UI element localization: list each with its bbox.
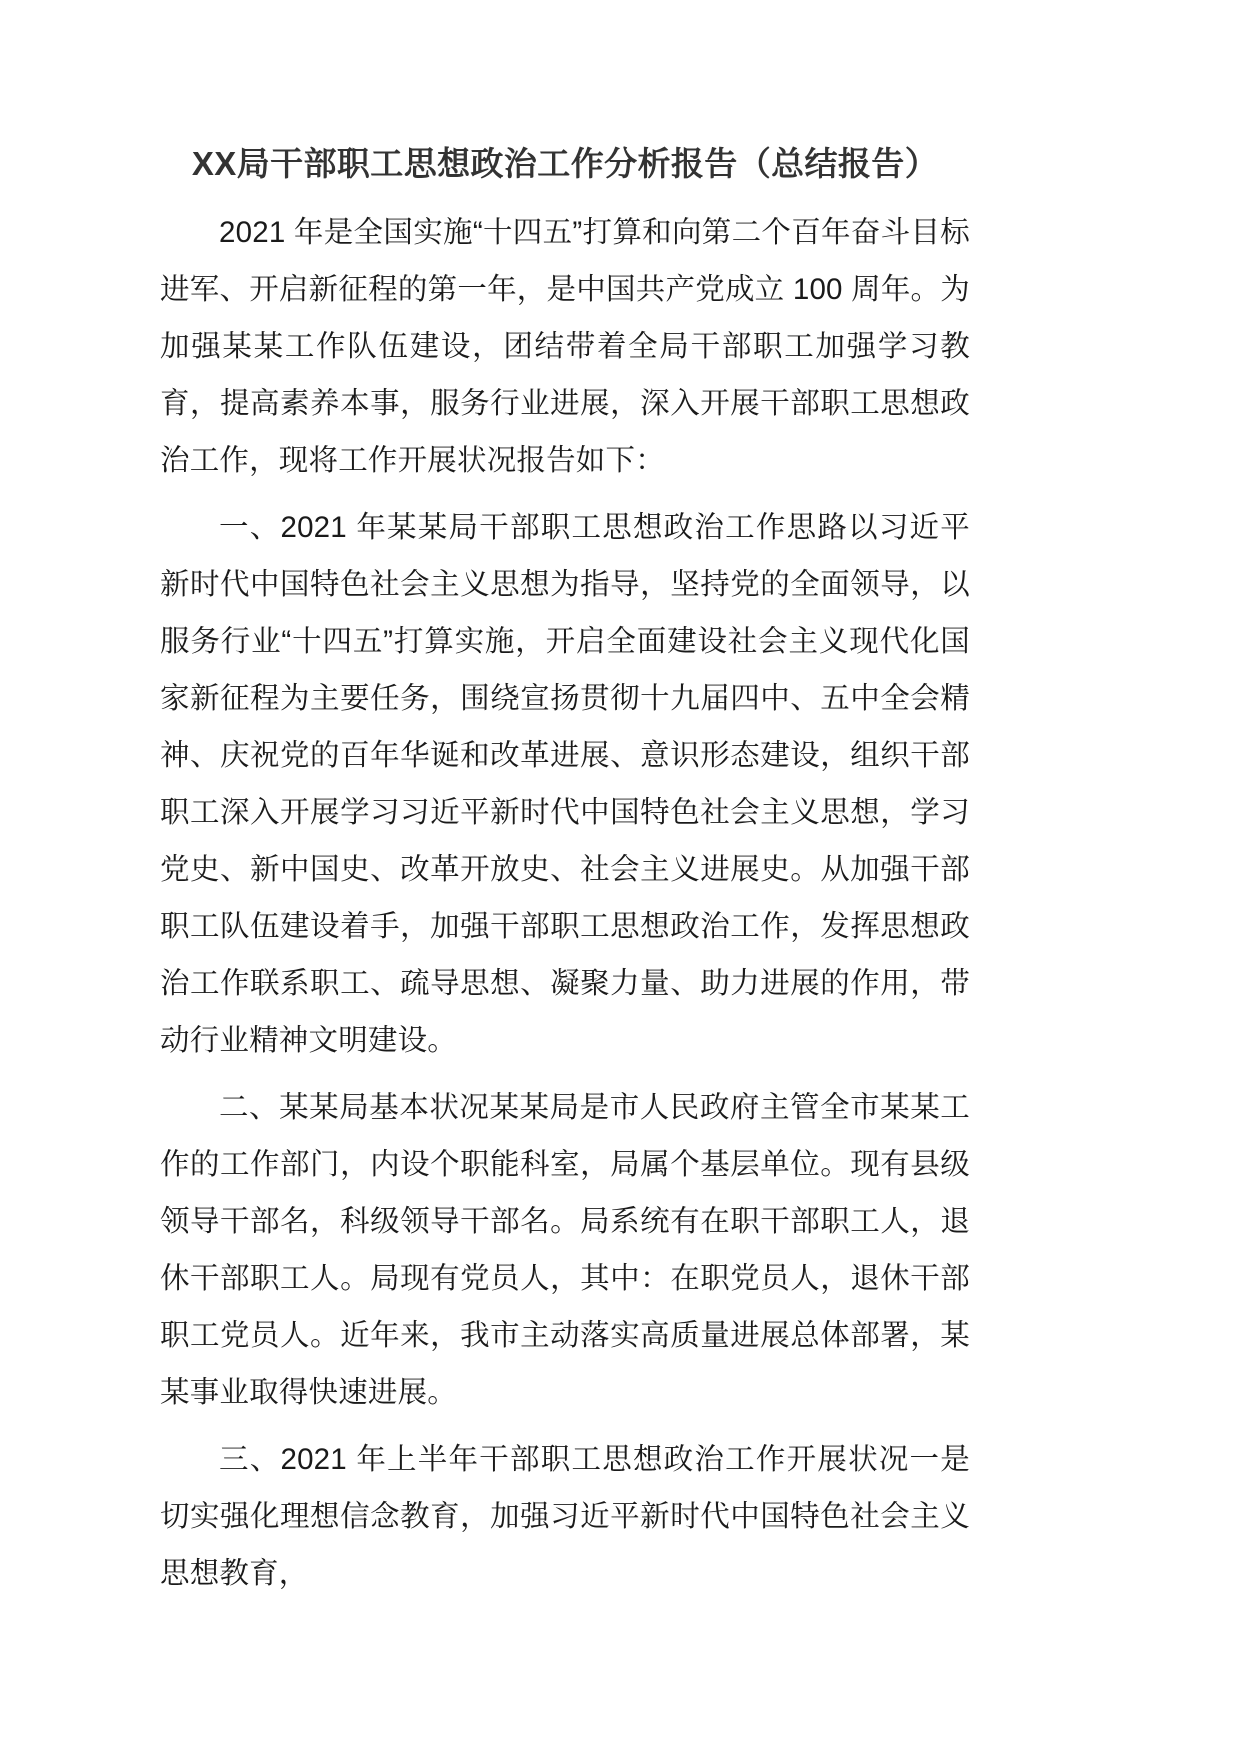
paragraph-intro: 2021 年是全国实施“十四五”打算和向第二个百年奋斗目标进军、开启新征程的第一年，是中国共产党成立 100 周年。为加强某某工作队伍建设，团结带着全局干部职工加强学习教育，提高素养本事，服务行业进展，深入开展干部职工思想政治工作，现将工作开展状况报告如下： (160, 216, 970, 477)
page-title: XX局干部职工思想政治工作分析报告（总结报告） (191, 145, 939, 182)
document-body (160, 140, 970, 1602)
paragraph-section-two: 二、某某局基本状况某某局是市人民政府主管全市某某工作的工作部门，内设个职能科室，局属个基层单位。现有县级领导干部名，科级领导干部名。局系统有在职干部职工人，退休干部职工人。局现有党员人，其中：在职党员人，退休干部职工党员人。近年来，我市主动落实高质量进展总体部署，某某事业取得快速进展。 (160, 1091, 970, 1409)
paragraph-section-three: 三、2021 年上半年干部职工思想政治工作开展状况一是切实强化理想信念教育，加强习近平新时代中国特色社会主义思想教育， (160, 1443, 970, 1590)
paragraph-section-one: 一、2021 年某某局干部职工思想政治工作思路以习近平新时代中国特色社会主义思想为指导，坚持党的全面领导，以服务行业“十四五”打算实施，开启全面建设社会主义现代化国家新征程为主要任务，围绕宣扬贯彻十九届四中、五中全会精神、庆祝党的百年华诞和改革进展、意识形态建设，组织干部职工深入开展学习习近平新时代中国特色社会主义思想，学习党史、新中国史、改革开放史、社会主义进展史。从加强干部职工队伍建设着手，加强干部职工思想政治工作，发挥思想政治工作联系职工、疏导思想、凝聚力量、助力进展的作用，带动行业精神文明建设。 (160, 511, 970, 1057)
